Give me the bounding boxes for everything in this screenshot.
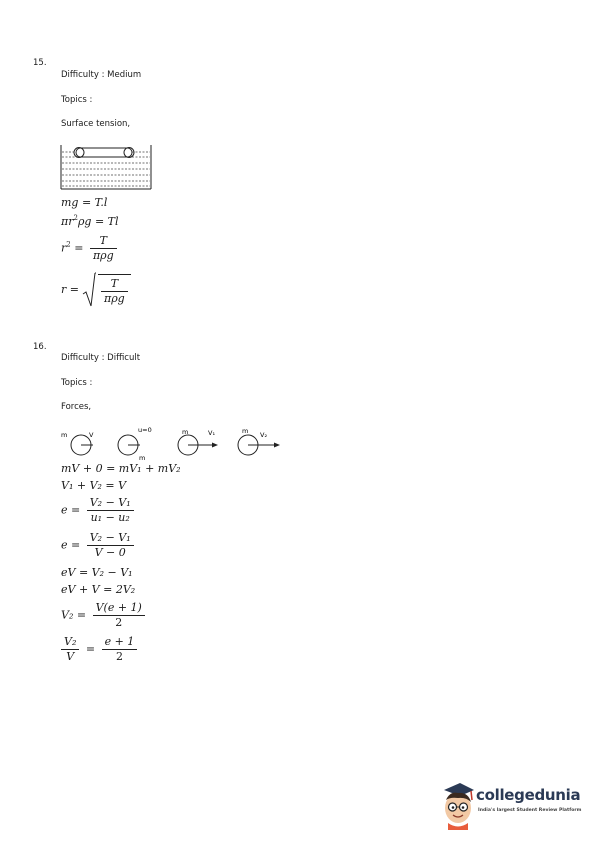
question-number: 15. bbox=[33, 58, 47, 68]
equation: $\frac{\text{V₂}}{V}$ = $\frac{e + 1}{2}$ bbox=[61, 635, 140, 664]
equation: e = $\frac{\text{V₂ − V₁}}{V - 0}$ bbox=[61, 531, 137, 560]
equation: mV + 0 = mV₁ + mV₂ bbox=[61, 462, 181, 475]
difficulty-label: Difficulty : Difficult bbox=[61, 353, 141, 363]
collegedunia-mascot-logo bbox=[440, 780, 476, 830]
mass-label: m bbox=[139, 454, 146, 462]
brand-name: collegedunia bbox=[476, 786, 581, 804]
equation: eV = V₂ − V₁ bbox=[61, 566, 133, 579]
velocity-label: V₂ bbox=[260, 431, 268, 439]
mass-label: m bbox=[182, 428, 189, 436]
equation: V₂ = $\frac{V(e + 1)}{2}$ bbox=[61, 601, 148, 630]
equation: eV + V = 2V₂ bbox=[61, 583, 136, 596]
difficulty-label: Difficulty : Medium bbox=[61, 70, 142, 80]
velocity-label: V bbox=[89, 431, 94, 439]
topic-name: Surface tension, bbox=[61, 119, 131, 129]
mass-label: m bbox=[61, 431, 68, 439]
equation: $r^2$ = $\frac{T}{\text{πρg}}$ bbox=[61, 234, 120, 263]
collision-diagram bbox=[58, 424, 288, 466]
question-number: 16. bbox=[33, 342, 47, 352]
topics-label: Topics : bbox=[61, 378, 93, 388]
topics-label: Topics : bbox=[61, 95, 93, 105]
brand-tagline: India's largest Student Review Platform bbox=[478, 808, 582, 813]
equation: V₁ + V₂ = V bbox=[61, 479, 127, 492]
equation: r = $\frac{T}{\text{πρg}}$ bbox=[61, 272, 131, 308]
topic-name: Forces, bbox=[61, 402, 92, 412]
equation: mg = T.l bbox=[61, 196, 108, 209]
mass-label: m bbox=[242, 427, 249, 435]
velocity-label: u=0 bbox=[138, 426, 152, 434]
velocity-label: V₁ bbox=[208, 429, 216, 437]
surface-tension-diagram bbox=[60, 143, 152, 191]
equation: $\pi r^2\rho g = Tl$ bbox=[61, 214, 119, 228]
equation: e = $\frac{\text{V₂ − V₁}}{\text{u₁ − u₂}}$ bbox=[61, 496, 137, 525]
